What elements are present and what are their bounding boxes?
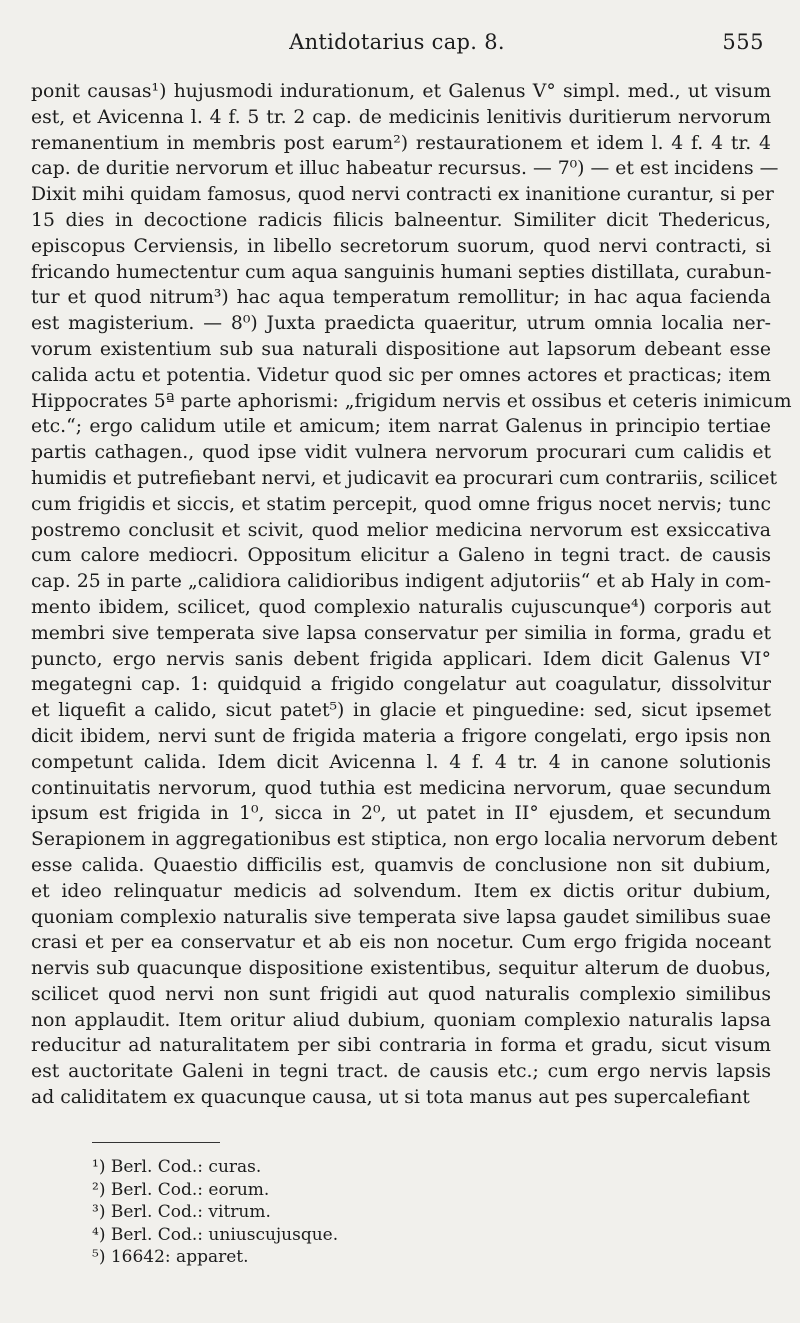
text-line: nervis sub quacunque dispositione existentibus, sequitur alterum de duobus, [31, 958, 771, 980]
text-line: etc.“; ergo calidum utile et amicum; item narrat Galenus in principio tertiae [31, 416, 771, 438]
text-line: Serapionem in aggregationibus est stiptica, non ergo localia nervorum debent [31, 829, 778, 851]
footnote: ²) Berl. Cod.: eorum. [92, 1179, 270, 1200]
text-line: est, et Avicenna l. 4 f. 5 tr. 2 cap. de medicinis lenitivis duritierum nervorum [31, 106, 771, 128]
main-text [31, 79, 792, 1111]
text-line: megategni cap. 1: quidquid a frigido congelatur aut coagulatur, dissolvitur [31, 674, 771, 696]
text-line: puncto, ergo nervis sanis debent frigida applicari. Idem dicit Galenus VI° [31, 648, 771, 670]
text-line: reducitur ad naturalitatem per sibi contraria in forma et gradu, sicut visum [31, 1035, 771, 1057]
text-line: est auctoritate Galeni in tegni tract. de causis etc.; cum ergo nervis lapsis [31, 1061, 771, 1083]
text-line: remanentium in membris post earum²) restaurationem et idem l. 4 f. 4 tr. 4 [31, 132, 771, 154]
footnotes [92, 1156, 492, 1269]
text-line: cum frigidis et siccis, et statim percepit, quod omne frigus nocet nervis; tunc [31, 493, 771, 515]
text-line: humidis et putrefiebant nervi, et judicavit ea procurari cum contrariis, scilicet [31, 467, 777, 489]
text-line: non applaudit. Item oritur aliud dubium, quoniam complexio naturalis lapsa [31, 1009, 771, 1031]
text-line: Hippocrates 5ª parte aphorismi: „frigidum nervis et ossibus et ceteris inimicum [31, 390, 792, 412]
text-line: calida actu et potentia. Videtur quod sic per omnes actores et practicas; item [31, 364, 771, 386]
text-line: 15 dies in decoctione radicis filicis balneentur. Similiter dicit Thedericus, [31, 209, 771, 231]
text-line: tur et quod nitrum³) hac aqua temperatum remollitur; in hac aqua facienda [31, 287, 771, 309]
text-line: fricando humectentur cum aqua sanguinis humani septies distillata, curabun- [31, 261, 772, 283]
footnote: ⁵) 16642: apparet. [92, 1247, 249, 1267]
text-line: membri sive temperata sive lapsa conservatur per similia in forma, gradu et [31, 622, 771, 644]
text-line: Dixit mihi quidam famosus, quod nervi contracti ex inanitione curantur, si per [31, 184, 774, 206]
text-line: ad caliditatem ex quacunque causa, ut si tota manus aut pes supercalefiant [31, 1087, 750, 1109]
text-line: ipsum est frigida in 1⁰, sicca in 2⁰, ut patet in II° ejusdem, et secundum [31, 803, 771, 825]
text-line: et ideo relinquatur medicis ad solvendum. Item ex dictis oritur dubium, [31, 880, 771, 902]
text-line: vorum existentium sub sua naturali dispositione aut lapsorum debeant esse [31, 338, 771, 360]
footnote: ³) Berl. Cod.: vitrum. [92, 1202, 271, 1222]
text-line: partis cathagen., quod ipse vidit vulnera nervorum procurari cum calidis et [31, 442, 771, 464]
text-line: est magisterium. — 8⁰) Juxta praedicta quaeritur, utrum omnia localia ner- [31, 313, 771, 335]
page-header [30, 30, 764, 64]
running-title: Antidotarius cap. 8. [289, 30, 505, 54]
text-line: competunt calida. Idem dicit Avicenna l. 4 f. 4 tr. 4 in canone solutionis [31, 751, 771, 773]
text-line: cap. 25 in parte „calidiora calidioribus indigent adjutoriis“ et ab Haly in com- [31, 571, 771, 593]
text-line: cap. de duritie nervorum et illuc habeatur recursus. — 7⁰) — et est incidens — [31, 158, 779, 180]
text-line: mento ibidem, scilicet, quod complexio naturalis cujuscunque⁴) corporis aut [31, 596, 771, 618]
footnote-rule [92, 1142, 220, 1143]
text-line: et liquefit a calido, sicut patet⁵) in glacie et pinguedine: sed, sicut ipsemet [31, 700, 771, 722]
page-number: 555 [722, 30, 764, 54]
text-line: scilicet quod nervi non sunt frigidi aut quod naturalis complexio similibus [31, 983, 771, 1005]
text-line: ponit causas¹) hujusmodi indurationum, et Galenus V° simpl. med., ut visum [31, 81, 771, 102]
text-line: cum calore mediocri. Oppositum elicitur a Galeno in tegni tract. de causis [31, 545, 771, 567]
text-line: dicit ibidem, nervi sunt de frigida materia a frigore congelati, ergo ipsis non [31, 725, 771, 747]
footnote: ⁴) Berl. Cod.: uniuscujusque. [92, 1224, 339, 1245]
text-line: quoniam complexio naturalis sive temperata sive lapsa gaudet similibus suae [31, 906, 771, 928]
text-line: episcopus Cerviensis, in libello secretorum suorum, quod nervi contracti, si [31, 235, 771, 257]
text-line: continuitatis nervorum, quod tuthia est medicina nervorum, quae secundum [31, 777, 771, 799]
text-line: postremo conclusit et scivit, quod melior medicina nervorum est exsiccativa [31, 519, 771, 541]
text-line: esse calida. Quaestio difficilis est, quamvis de conclusione non sit dubium, [31, 854, 771, 876]
footnote: ¹) Berl. Cod.: curas. [92, 1157, 262, 1177]
text-line: crasi et per ea conservatur et ab eis non nocetur. Cum ergo frigida noceant [31, 932, 771, 954]
